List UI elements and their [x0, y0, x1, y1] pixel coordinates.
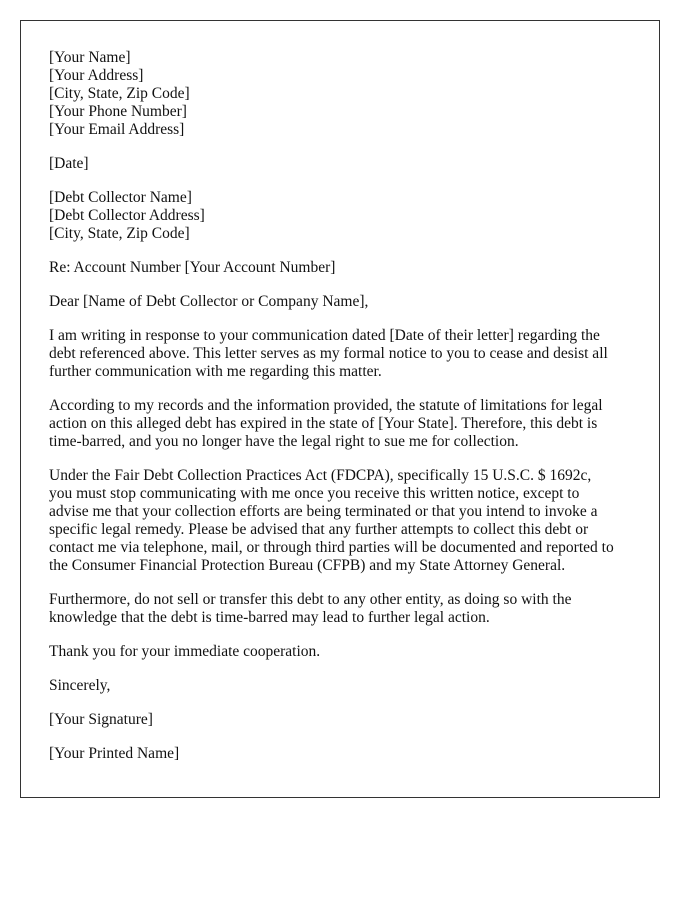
- paragraph-line: further communication with me regarding this matter.: [49, 363, 382, 380]
- paragraph-line: Thank you for your immediate cooperation.: [49, 643, 321, 660]
- paragraph-line: time-barred, and you no longer have the legal right to sue me for collection.: [49, 433, 519, 450]
- sender-address: [Your Address]: [49, 67, 144, 84]
- signature-placeholder: [Your Signature]: [49, 711, 153, 728]
- date-block: [49, 155, 631, 173]
- body-paragraph-fdcpa: [49, 467, 631, 575]
- letter-date: [Date]: [49, 155, 89, 172]
- sender-address-block: [49, 49, 631, 139]
- letter-document: [20, 20, 660, 798]
- paragraph-line: debt referenced above. This letter serves as my formal notice to you to cease and desist all: [49, 345, 608, 362]
- recipient-name: [Debt Collector Name]: [49, 189, 192, 206]
- paragraph-line: Under the Fair Debt Collection Practices Act (FDCPA), specifically 15 U.S.C. $ 1692c,: [49, 467, 592, 484]
- sender-city-state-zip: [City, State, Zip Code]: [49, 85, 190, 102]
- paragraph-line: knowledge that the debt is time-barred may lead to further legal action.: [49, 609, 490, 626]
- paragraph-line: I am writing in response to your communication dated [Date of their letter] regarding the: [49, 327, 600, 344]
- body-paragraph-thanks: [49, 643, 631, 661]
- paragraph-line: you must stop communicating with me once you receive this written notice, except to: [49, 485, 580, 502]
- body-paragraph-no-transfer: [49, 591, 631, 627]
- paragraph-line: According to my records and the information provided, the statute of limitations for legal: [49, 397, 603, 414]
- body-paragraph-response: [49, 327, 631, 381]
- recipient-address: [Debt Collector Address]: [49, 207, 205, 224]
- sender-name: [Your Name]: [49, 49, 131, 66]
- sender-email: [Your Email Address]: [49, 121, 185, 138]
- closing: Sincerely,: [49, 677, 111, 694]
- sender-phone: [Your Phone Number]: [49, 103, 187, 120]
- recipient-city-state-zip: [City, State, Zip Code]: [49, 225, 190, 242]
- paragraph-line: advise me that your collection efforts are being terminated or that you intend to invoke a: [49, 503, 598, 520]
- paragraph-line: the Consumer Financial Protection Bureau (CFPB) and my State Attorney General.: [49, 557, 566, 574]
- body-paragraph-statute: [49, 397, 631, 451]
- salutation: Dear [Name of Debt Collector or Company Name],: [49, 293, 369, 310]
- paragraph-line: specific legal remedy. Please be advised that any further attempts to collect this debt or: [49, 521, 589, 538]
- paragraph-line: action on this alleged debt has expired in the state of [Your State]. Therefore, this debt is: [49, 415, 598, 432]
- paragraph-line: contact me via telephone, mail, or through third parties will be documented and reported to: [49, 539, 614, 556]
- subject-line: Re: Account Number [Your Account Number]: [49, 259, 336, 276]
- paragraph-line: Furthermore, do not sell or transfer this debt to any other entity, as doing so with the: [49, 591, 572, 608]
- printed-name-placeholder: [Your Printed Name]: [49, 745, 180, 762]
- recipient-address-block: [49, 189, 631, 243]
